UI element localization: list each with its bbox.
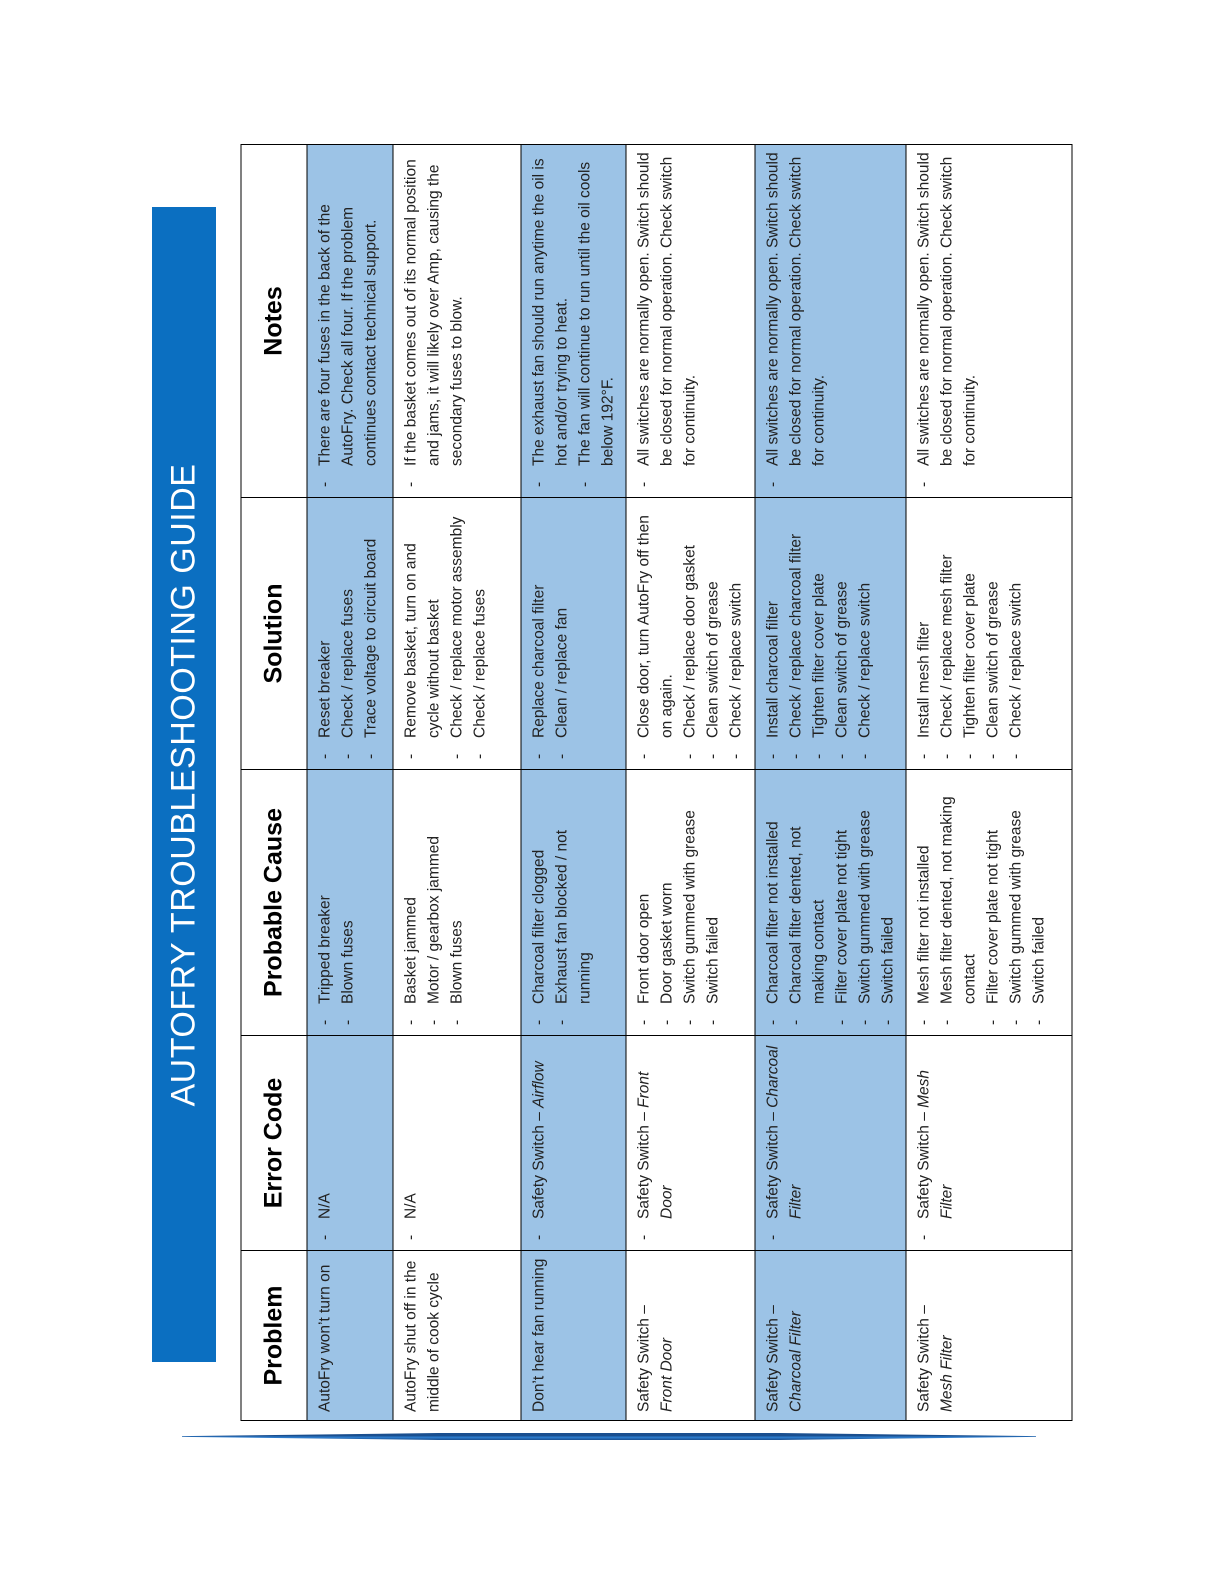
problem-text: Safety Switch – (764, 1305, 781, 1412)
solution-item: - Tighten filter cover plate (807, 504, 830, 761)
error-code-cell (393, 1036, 521, 1251)
solution-item: - Close door, turn AutoFry off then on again. (632, 504, 678, 761)
solution-item: - Check / replace switch (724, 504, 747, 761)
note-cell (755, 145, 906, 498)
solution-item: - Install mesh filter (912, 504, 935, 761)
header-row (241, 145, 307, 1421)
probable-cause-cell (393, 770, 521, 1036)
note-list (527, 151, 619, 489)
problem-text: AutoFry won’t turn on (316, 1264, 333, 1412)
troubleshooting-table-container (240, 145, 1063, 1421)
note-item: - All switches are normally open. Switch should be closed for normal operation. Check switch for continuity. (632, 151, 701, 489)
probable-cause-list (527, 776, 596, 1027)
problem-text: Safety Switch – (915, 1305, 932, 1412)
note-item: - The fan will continue to run until the oil cools below 192°F. (573, 151, 619, 489)
note-list (399, 151, 468, 489)
column-header-probable-cause: Probable Cause (241, 770, 307, 1036)
problem-text: AutoFry shut off in the middle of cook cycle (402, 1260, 442, 1412)
probable-cause-item: - Mesh filter dented, not making contact (935, 776, 981, 1027)
solution-list (912, 504, 1027, 761)
note-cell (626, 145, 755, 498)
probable-cause-item: - Switch failed (701, 776, 724, 1027)
solution-item: - Replace charcoal filter (527, 504, 550, 761)
problem-detail-text: Mesh Filter (938, 1335, 955, 1412)
note-cell (906, 145, 1072, 498)
solution-item: - Clean switch of grease (830, 504, 853, 761)
probable-cause-item: - Switch gummed with grease (678, 776, 701, 1027)
probable-cause-item: - Switch failed (876, 776, 899, 1027)
note-list (313, 151, 382, 489)
error-code-item (761, 1042, 807, 1242)
error-code-text: Safety Switch – (635, 1112, 652, 1219)
column-header-error-code: Error Code (241, 1036, 307, 1251)
error-code-cell (307, 1036, 393, 1251)
table-row (521, 145, 626, 1421)
column-header-problem: Problem (241, 1251, 307, 1421)
solution-list (632, 504, 747, 761)
error-code-detail-text: Charcoal Filter (764, 1045, 804, 1219)
note-cell (521, 145, 626, 498)
probable-cause-item: - Switch gummed with grease (1004, 776, 1027, 1027)
error-code-item (399, 1042, 422, 1242)
probable-cause-item: - Door gasket worn (655, 776, 678, 1027)
probable-cause-list (632, 776, 724, 1027)
note-item: - If the basket comes out of its normal position and jams, it will likely over Amp, causing the secondary fuses to blow. (399, 151, 468, 489)
probable-cause-item: - Charcoal filter dented, not making contact (784, 776, 830, 1027)
note-list (632, 151, 701, 489)
solution-item: - Clean switch of grease (701, 504, 724, 761)
note-item: - All switches are normally open. Switch should be closed for normal operation. Check switch for continuity. (761, 151, 830, 489)
solution-item: - Clean / replace fan (550, 504, 573, 761)
note-item: - There are four fuses in the back of the AutoFry. Check all four. If the problem continues contact technical support. (313, 151, 382, 489)
note-list (761, 151, 830, 489)
error-code-item (527, 1042, 550, 1242)
solution-item: - Tighten filter cover plate (958, 504, 981, 761)
error-code-text: N/A (402, 1193, 419, 1219)
solution-item: - Clean switch of grease (981, 504, 1004, 761)
probable-cause-item: - Exhaust fan blocked / not running (550, 776, 596, 1027)
error-code-detail-text: Airflow (530, 1061, 547, 1108)
error-code-cell (521, 1036, 626, 1251)
solution-item: - Check / replace fuses (336, 504, 359, 761)
table-row (906, 145, 1072, 1421)
probable-cause-item: - Front door open (632, 776, 655, 1027)
probable-cause-cell (755, 770, 906, 1036)
probable-cause-list (399, 776, 468, 1027)
probable-cause-item: - Filter cover plate not tight (981, 776, 1004, 1027)
solution-item: - Remove basket, turn on and cycle without basket (399, 504, 445, 761)
error-code-item (632, 1042, 678, 1242)
solution-item: - Check / replace charcoal filter (784, 504, 807, 761)
column-header-notes: Notes (241, 145, 307, 498)
probable-cause-list (313, 776, 359, 1027)
solution-cell (755, 498, 906, 770)
problem-cell (307, 1251, 393, 1421)
note-cell (307, 145, 393, 498)
error-code-cell (626, 1036, 755, 1251)
solution-cell (307, 498, 393, 770)
error-code-cell (755, 1036, 906, 1251)
error-code-text: Safety Switch – (764, 1112, 781, 1219)
error-code-item (313, 1042, 336, 1242)
solution-item: - Check / replace mesh filter (935, 504, 958, 761)
probable-cause-item: - Blown fuses (336, 776, 359, 1027)
probable-cause-cell (307, 770, 393, 1036)
probable-cause-item: - Blown fuses (445, 776, 468, 1027)
table-row (307, 145, 393, 1421)
solution-item: - Check / replace switch (853, 504, 876, 761)
probable-cause-item: - Switch gummed with grease (853, 776, 876, 1027)
probable-cause-item: - Basket jammed (399, 776, 422, 1027)
probable-cause-item: - Switch failed (1027, 776, 1050, 1027)
probable-cause-item: - Tripped breaker (313, 776, 336, 1027)
table-row (393, 145, 521, 1421)
probable-cause-cell (521, 770, 626, 1036)
note-item: - The exhaust fan should run anytime the oil is hot and/or trying to heat. (527, 151, 573, 489)
note-list (912, 151, 981, 489)
probable-cause-cell (626, 770, 755, 1036)
solution-item: - Check / replace switch (1004, 504, 1027, 761)
solution-list (761, 504, 876, 761)
probable-cause-cell (906, 770, 1072, 1036)
probable-cause-item: - Mesh filter not installed (912, 776, 935, 1027)
probable-cause-item: - Charcoal filter not installed (761, 776, 784, 1027)
problem-cell (393, 1251, 521, 1421)
problem-cell (626, 1251, 755, 1421)
solution-item: - Check / replace door gasket (678, 504, 701, 761)
solution-cell (393, 498, 521, 770)
error-code-text: N/A (316, 1193, 333, 1219)
solution-item: - Check / replace fuses (468, 504, 491, 761)
solution-item: - Install charcoal filter (761, 504, 784, 761)
problem-text: Don’t hear fan running (530, 1258, 547, 1412)
solution-item: - Check / replace motor assembly (445, 504, 468, 761)
troubleshooting-table (240, 144, 1072, 1421)
probable-cause-item: - Charcoal filter clogged (527, 776, 550, 1027)
page-title: AUTOFRY TROUBLESHOOTING GUIDE (164, 463, 203, 1106)
solution-cell (521, 498, 626, 770)
error-code-item (912, 1042, 958, 1242)
error-code-text: Safety Switch – (915, 1112, 932, 1219)
error-code-detail-text: Mesh Filter (915, 1069, 955, 1219)
solution-list (399, 504, 491, 761)
error-code-cell (906, 1036, 1072, 1251)
note-cell (393, 145, 521, 498)
problem-detail-text: Front Door (658, 1337, 675, 1412)
solution-list (313, 504, 382, 761)
solution-cell (626, 498, 755, 770)
solution-list (527, 504, 573, 761)
solution-item: - Trace voltage to circuit board (359, 504, 382, 761)
problem-cell (906, 1251, 1072, 1421)
probable-cause-item: - Filter cover plate not tight (830, 776, 853, 1027)
probable-cause-list (761, 776, 899, 1027)
column-header-solution: Solution (241, 498, 307, 770)
probable-cause-item: - Motor / gearbox jammed (422, 776, 445, 1027)
solution-item: - Reset breaker (313, 504, 336, 761)
error-code-detail-text: Front Door (635, 1071, 675, 1219)
error-code-text: Safety Switch – (530, 1112, 547, 1219)
solution-cell (906, 498, 1072, 770)
probable-cause-list (912, 776, 1050, 1027)
note-item: - All switches are normally open. Switch should be closed for normal operation. Check switch for continuity. (912, 151, 981, 489)
problem-cell (755, 1251, 906, 1421)
table-row (755, 145, 906, 1421)
title-banner (152, 207, 216, 1362)
problem-detail-text: Charcoal Filter (787, 1311, 804, 1412)
bottom-divider (182, 1433, 1036, 1440)
table-row (626, 145, 755, 1421)
problem-cell (521, 1251, 626, 1421)
problem-text: Safety Switch – (635, 1305, 652, 1412)
